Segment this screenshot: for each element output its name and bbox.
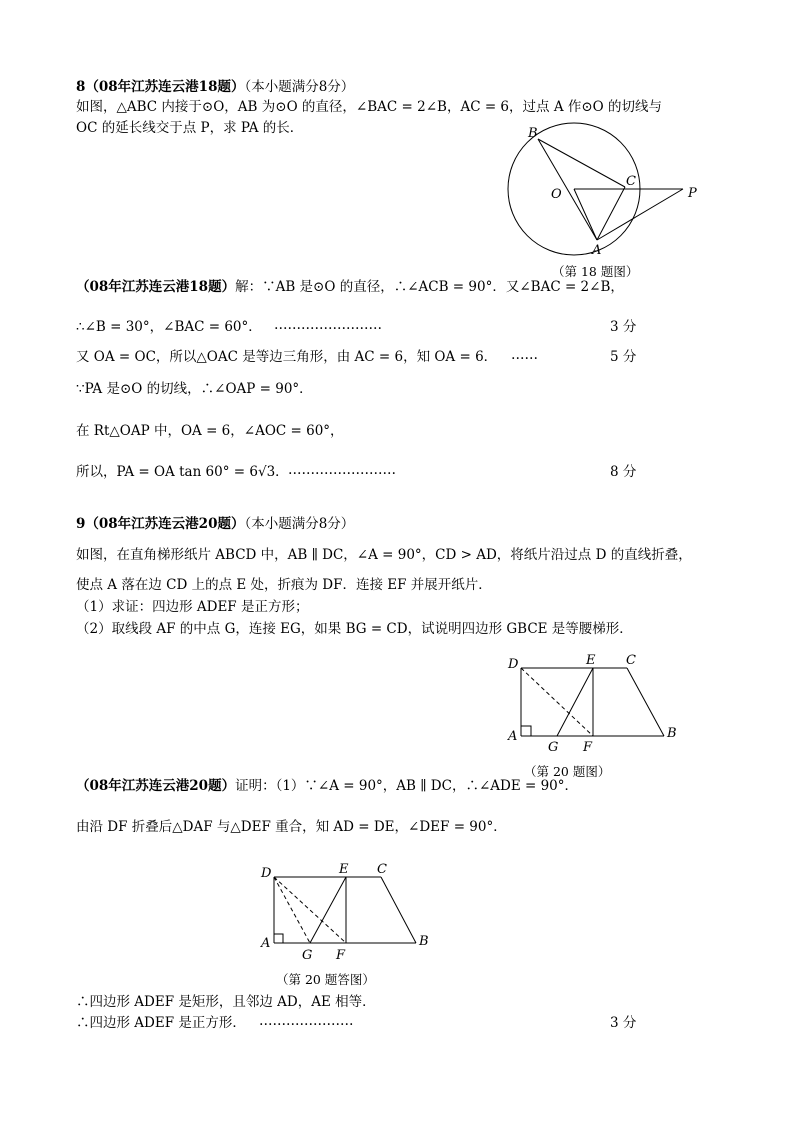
problem9-stem-line1: 如图，在直角梯形纸片 ABCD 中，AB ∥ DC，∠A = 90°，CD > AD，将纸片沿过点 D 的直线折叠， [76,547,692,563]
label-c: C [626,174,636,189]
problem8-solution-line4: ∵PA 是⊙O 的切线，∴∠OAP = 90°． [76,381,313,397]
problem8-solution-text1: 解：∵AB 是⊙O 的直径，∴∠ACB = 90°．又∠BAC = 2∠B， [235,279,624,295]
problem8-dots6: …………………… [288,462,396,478]
problem9-part1: （1）求证：四边形 ADEF 是正方形； [76,599,309,615]
problem9-score4: 3 分 [610,1015,637,1031]
problem8-solution-line3: 又 OA = OC，所以△OAC 是等边三角形，由 AC = 6，知 OA = 6． [76,349,498,365]
label-g: G [548,740,559,755]
problem9-solution-line2: 由沿 DF 折叠后△DAF 与△DEF 重合，知 AD = DE，∠DEF = 90°． [76,819,507,835]
problem8-figure-caption: （第 18 题图） [552,264,639,279]
problem8-heading: 8（08年江苏连云港18题） [76,79,245,95]
problem9-solution-heading: （08年江苏连云港20题） [76,778,236,794]
problem8-stem-line1: 如图，△ABC 内接于⊙O，AB 为⊙O 的直径，∠BAC = 2∠B，AC = 6，过点 A 作⊙O 的切线与 [76,99,663,115]
problem8-score2: 3 分 [610,319,637,335]
problem8-points: （本小题满分8分） [244,79,355,95]
problem8-solution-line6: 所以，PA = OA tan 60° = 6√3． [76,464,289,480]
label-o: O [551,187,562,202]
problem9-solution-line4: ∴四边形 ADEF 是正方形． [76,1015,246,1031]
label-b: B [528,126,538,141]
problem9-answer-figure-caption: （第 20 题答图） [276,972,375,987]
label-d: D [261,866,272,881]
problem9-heading: 9（08年江苏连云港20题） [76,516,245,532]
problem8-solution-text2: ∴∠B = 30°，∠BAC = 60°． [76,319,262,335]
label-c: C [377,862,387,877]
problem8-score3: 5 分 [610,349,637,365]
problem8-score6: 8 分 [610,464,637,480]
label-a: A [592,243,602,258]
problem9-stem-line2: 使点 A 落在边 CD 上的点 E 处，折痕为 DF．连接 EF 并展开纸片． [76,577,492,593]
segment-cb [381,877,416,943]
label-b: B [419,934,429,949]
label-e: E [339,862,349,877]
problem9-solution-line3: ∴四边形 ADEF 是矩形，且邻边 AD，AE 相等． [76,994,376,1010]
problem9-figure-caption: （第 20 题图） [524,764,611,779]
label-d: D [508,657,519,672]
label-a: A [508,729,518,744]
segment-ge [310,877,346,943]
label-g: G [302,948,313,963]
segment-dg-dashed [274,877,310,943]
label-f: F [583,740,593,755]
problem8-solution-heading: （08年江苏连云港18题） [76,279,236,295]
problem8-solution-line5: 在 Rt△OAP 中，OA = 6，∠AOC = 60°， [76,423,344,439]
problem8-stem-line2: OC 的延长线交于点 P，求 PA 的长． [76,120,304,136]
label-b: B [667,726,677,741]
problem9-solution-text1: 证明：（1）∵∠A = 90°，AB ∥ DC，∴∠ADE = 90°． [235,778,579,794]
problem8-dots2: …………………… [274,317,382,333]
label-p: P [688,186,697,201]
label-a: A [261,936,271,951]
problem9-points: （本小题满分8分） [244,516,355,532]
label-f: F [336,948,346,963]
right-angle-mark-a [274,934,283,943]
problem9-dots4: ………………… [259,1013,354,1029]
problem8-dots3: …… [511,347,538,363]
label-c: C [626,653,636,668]
problem9-part2: （2）取线段 AF 的中点 G，连接 EG，如果 BG = CD，试说明四边形 GBCE 是等腰梯形． [76,621,633,637]
label-e: E [586,653,596,668]
segment-df-dashed [274,877,346,943]
